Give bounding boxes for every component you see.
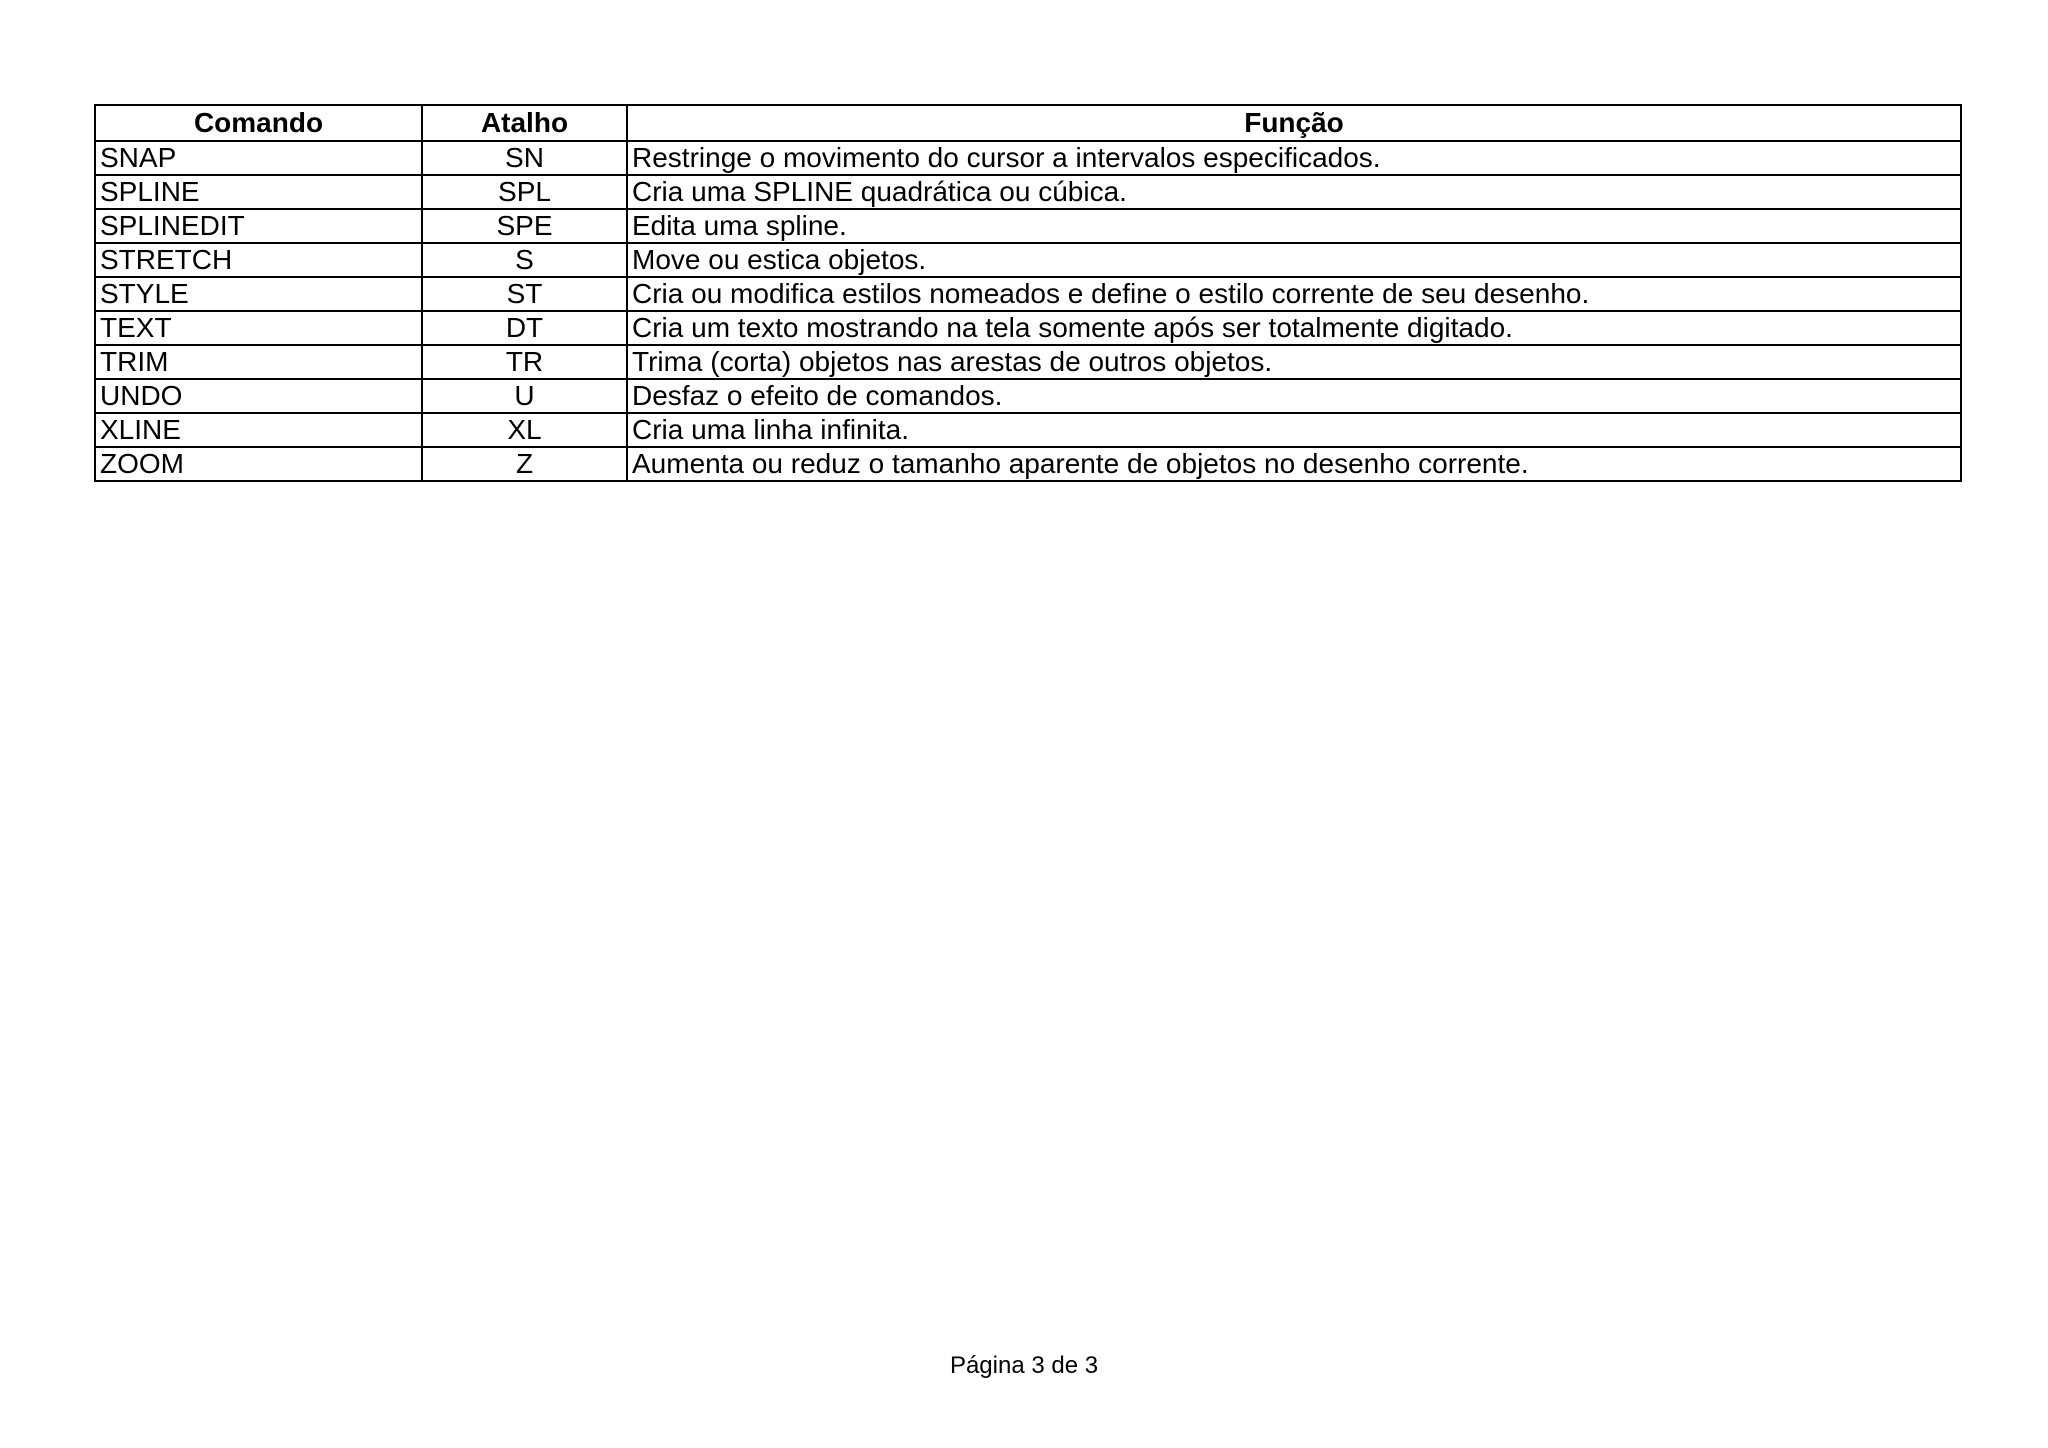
function-cell: Aumenta ou reduz o tamanho aparente de objetos no desenho corrente. xyxy=(627,447,1961,481)
shortcut-cell: Z xyxy=(422,447,627,481)
command-cell: ZOOM xyxy=(95,447,422,481)
command-cell: STRETCH xyxy=(95,243,422,277)
command-cell: UNDO xyxy=(95,379,422,413)
function-cell: Move ou estica objetos. xyxy=(627,243,1961,277)
header-function: Função xyxy=(627,105,1961,141)
table-row xyxy=(95,141,1961,175)
header-command: Comando xyxy=(95,105,422,141)
shortcut-cell: S xyxy=(422,243,627,277)
header-shortcut: Atalho xyxy=(422,105,627,141)
table-row xyxy=(95,311,1961,345)
function-cell: Trima (corta) objetos nas arestas de outros objetos. xyxy=(627,345,1961,379)
table-row xyxy=(95,209,1961,243)
command-cell: STYLE xyxy=(95,277,422,311)
shortcut-cell: DT xyxy=(422,311,627,345)
header-row xyxy=(95,105,1961,141)
table-body xyxy=(95,141,1961,481)
table-row xyxy=(95,175,1961,209)
table-row xyxy=(95,413,1961,447)
function-cell: Cria uma linha infinita. xyxy=(627,413,1961,447)
command-cell: SNAP xyxy=(95,141,422,175)
command-cell: SPLINEDIT xyxy=(95,209,422,243)
shortcut-cell: SPE xyxy=(422,209,627,243)
shortcut-cell: SPL xyxy=(422,175,627,209)
table-row xyxy=(95,243,1961,277)
page-number: Página 3 de 3 xyxy=(949,1352,1099,1379)
table-row xyxy=(95,277,1961,311)
function-cell: Edita uma spline. xyxy=(627,209,1961,243)
command-cell: SPLINE xyxy=(95,175,422,209)
function-cell: Restringe o movimento do cursor a intervalos especificados. xyxy=(627,141,1961,175)
function-cell: Desfaz o efeito de comandos. xyxy=(627,379,1961,413)
command-cell: TEXT xyxy=(95,311,422,345)
shortcut-cell: SN xyxy=(422,141,627,175)
function-cell: Cria ou modifica estilos nomeados e define o estilo corrente de seu desenho. xyxy=(627,277,1961,311)
table-header xyxy=(95,105,1961,141)
table-row xyxy=(95,345,1961,379)
command-cell: TRIM xyxy=(95,345,422,379)
shortcut-cell: TR xyxy=(422,345,627,379)
shortcut-cell: ST xyxy=(422,277,627,311)
table-row xyxy=(95,379,1961,413)
command-cell: XLINE xyxy=(95,413,422,447)
function-cell: Cria uma SPLINE quadrática ou cúbica. xyxy=(627,175,1961,209)
function-cell: Cria um texto mostrando na tela somente após ser totalmente digitado. xyxy=(627,311,1961,345)
shortcut-cell: U xyxy=(422,379,627,413)
table-row xyxy=(95,447,1961,481)
commands-table xyxy=(94,104,1962,482)
shortcut-cell: XL xyxy=(422,413,627,447)
